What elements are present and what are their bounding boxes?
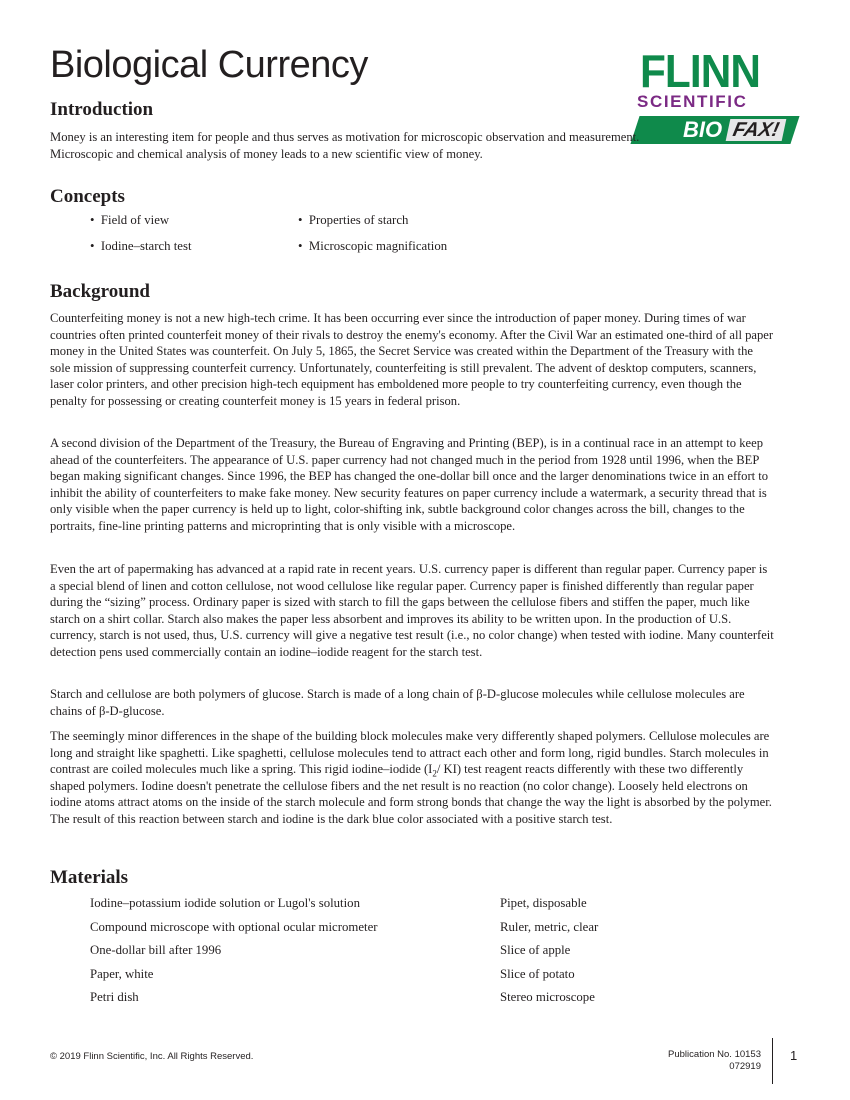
introduction-text: Money is an interesting item for people and thus serves as motivation for microscopic observation and measurement. Microscopic and chemical analysis of money leads to a new scientific view of money. [50,130,640,161]
background-paragraph-4: Starch and cellulose are both polymers of glucose. Starch is made of a long chain of β-D-glucose molecules while cellulose molecules are chains of β-D-glucose. [50,687,745,718]
material-item: Slice of potato [500,967,575,981]
introduction-heading: Introduction [50,99,154,120]
logo-scientific-text: SCIENTIFIC [637,92,748,111]
concept-item: • Field of view [90,213,170,227]
material-item: Paper, white [90,967,154,981]
footer-publication-code: 072919 [729,1061,761,1072]
page-number: 1 [790,1048,798,1063]
background-paragraph-5: The seemingly minor differences in the shape of the building block molecules make very differently shaped polymers. Cellulose molecules are long and straight like spaghetti. Like spaghetti, cellulose molecules tend to attract each other and form long, rigid bundles. Starch molecules in contrast are coiled molecules much like a spring. This rigid iodine–iodide ($I_2/$ KI) test reagent reacts differently with these two differently shaped polymers. Iodine doesn't penetrate the cellulose fibers and the net result is no reaction (no color change). Loosely held electrons on iodine atoms attract atoms on the inside of the starch molecule and form strong bonds that change the way the light is absorbed by the polymer. The result of this reaction between starch and iodine is the dark blue color associated with a positive starch test. [50,729,772,826]
logo-flinn-text: FLINN [640,45,760,97]
material-item: Petri dish [90,990,139,1004]
footer-divider [772,1038,773,1084]
material-item: Ruler, metric, clear [500,920,599,934]
concept-item: • Properties of starch [298,213,409,227]
material-item: Iodine–potassium iodide solution or Lugol's solution [90,896,360,910]
footer-publication-info [668,1049,761,1073]
page-title: Biological Currency [50,44,368,86]
background-heading: Background [50,281,150,302]
concept-item: • Microscopic magnification [298,239,448,253]
footer-publication-number: Publication No. 10153 [668,1049,761,1060]
material-item: Stereo microscope [500,990,595,1004]
background-paragraph-2: A second division of the Department of the Treasury, the Bureau of Engraving and Printing (BEP), is in a continual race in an attempt to keep ahead of the counterfeiters. The appearance of U.S. paper currency had not changed much in the period from 1928 until 1996, when the BEP began making significant changes. Since 1996, the BEP has changed the one-dollar bill once and the larger denominations twice in an effort to inhibit the ability of counterfeiters to make fake money. New security features on paper currency include a watermark, a security thread that is only visible when the paper currency is held up to light, color-shifting ink, subtle background color changes across the bill, changes to the portraits, fine-line printing patterns and microprinting that is only visible with a microscope. [50,436,769,533]
background-paragraph-1: Counterfeiting money is not a new high-tech crime. It has been occurring ever since the introduction of paper money. During times of war countries often printed counterfeit money of their rivals to destroy the enemy's economy. After the Civil War an estimated one-third of all paper money in the United States was counterfeit. On July 5, 1865, the Secret Service was created within the Department of the Treasury with the sole mission of suppressing counterfeit currency. Unfortunately, counterfeiting is still prevalent. The advent of desktop computers, scanners, laser color printers, and other precision high-tech equipment has emboldened more people to try counterfeiting currency, even though the penalty for possessing or creating counterfeit money is 15 years in federal prison. [50,311,774,408]
logo-fax-text: FAX! [726,119,787,141]
material-item: Slice of apple [500,943,571,957]
footer-copyright: © 2019 Flinn Scientific, Inc. All Rights Reserved. [50,1051,254,1062]
material-item: One-dollar bill after 1996 [90,943,222,957]
material-item: Pipet, disposable [500,896,587,910]
material-item: Compound microscope with optional ocular micrometer [90,920,378,934]
concepts-heading: Concepts [50,186,125,207]
concept-item: • Iodine–starch test [90,239,192,253]
background-paragraph-3: Even the art of papermaking has advanced at a rapid rate in recent years. U.S. currency paper is different than regular paper. Currency paper is a special blend of linen and cotton cellulose, not wood cellulose like regular paper. Currency paper is finished differently than regular paper during the “sizing” process. Ordinary paper is sized with starch to fill the gaps between the cellulose fibers and stiffen the paper, much like starch on a shirt collar. Starch also makes the paper less absorbent and improves its ability to be written upon. In the production of U.S. currency, starch is not used, thus, U.S. currency will give a negative test result (i.e., no color change) when tested with iodine. Many counterfeit detection pens used commercially contain an iodine–iodide reagent for the starch test. [50,562,774,659]
logo-bio-text: BIO [683,117,723,142]
materials-heading: Materials [50,867,129,888]
